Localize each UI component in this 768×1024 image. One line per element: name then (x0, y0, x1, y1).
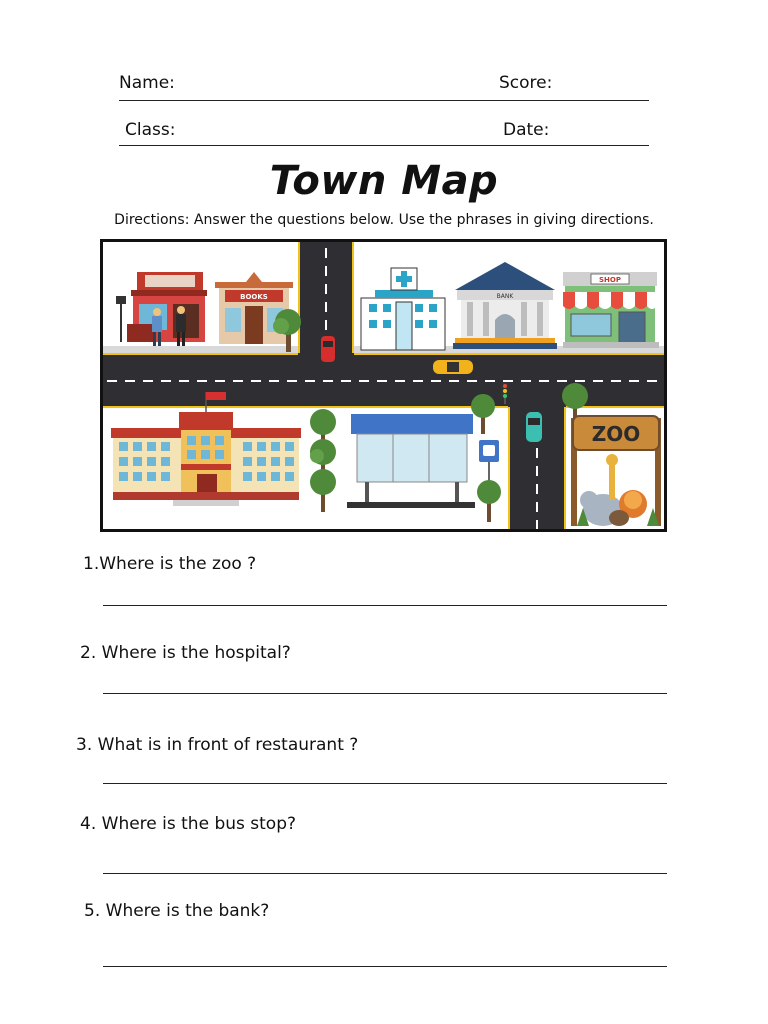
bank-building (453, 262, 557, 349)
question-4-number: 4. (80, 814, 97, 834)
question-4 (80, 814, 296, 834)
hospital-building (361, 268, 445, 350)
class-label: Class: (125, 120, 176, 140)
bus-stop (347, 414, 499, 508)
answer-line-1[interactable] (103, 605, 667, 606)
shop-sign: SHOP (599, 276, 621, 284)
tree (273, 309, 301, 352)
bank-sign: BANK (496, 293, 514, 300)
date-label: Date: (503, 120, 550, 140)
question-1-number: 1. (83, 554, 100, 574)
class-date-line (119, 145, 649, 146)
zoo (571, 416, 661, 526)
question-3 (76, 735, 358, 755)
question-5-text: Where is the bank? (105, 901, 270, 921)
question-1 (83, 554, 256, 574)
books-sign: BOOKS (240, 293, 268, 301)
question-2-text: Where is the hospital? (96, 643, 291, 663)
question-2 (80, 643, 291, 663)
restaurant-building (116, 272, 207, 346)
zoo-sign: ZOO (591, 422, 641, 446)
yellow-taxi (433, 360, 473, 374)
page-title: Town Map (269, 158, 499, 204)
town-map (100, 239, 667, 532)
score-label: Score: (499, 73, 553, 93)
tree-column (310, 409, 336, 512)
question-1-text: Where is the zoo ? (99, 554, 257, 574)
teal-car (526, 412, 542, 442)
answer-line-4[interactable] (103, 873, 667, 874)
red-car (321, 336, 335, 362)
name-label: Name: (119, 73, 175, 93)
name-score-line (119, 100, 649, 101)
question-5 (84, 901, 269, 921)
question-4-text: Where is the bus stop? (101, 814, 297, 834)
question-3-number: 3. (76, 735, 93, 755)
directions-text: Directions: Answer the questions below. Use the phrases in giving directions. (114, 212, 654, 228)
question-3-text: What is in front of restaurant ? (97, 735, 359, 755)
answer-line-5[interactable] (103, 966, 667, 967)
question-5-number: 5. (84, 901, 101, 921)
school-building (111, 392, 301, 506)
shop-building (563, 272, 659, 348)
answer-line-2[interactable] (103, 693, 667, 694)
answer-line-3[interactable] (103, 783, 667, 784)
question-2-number: 2. (80, 643, 97, 663)
